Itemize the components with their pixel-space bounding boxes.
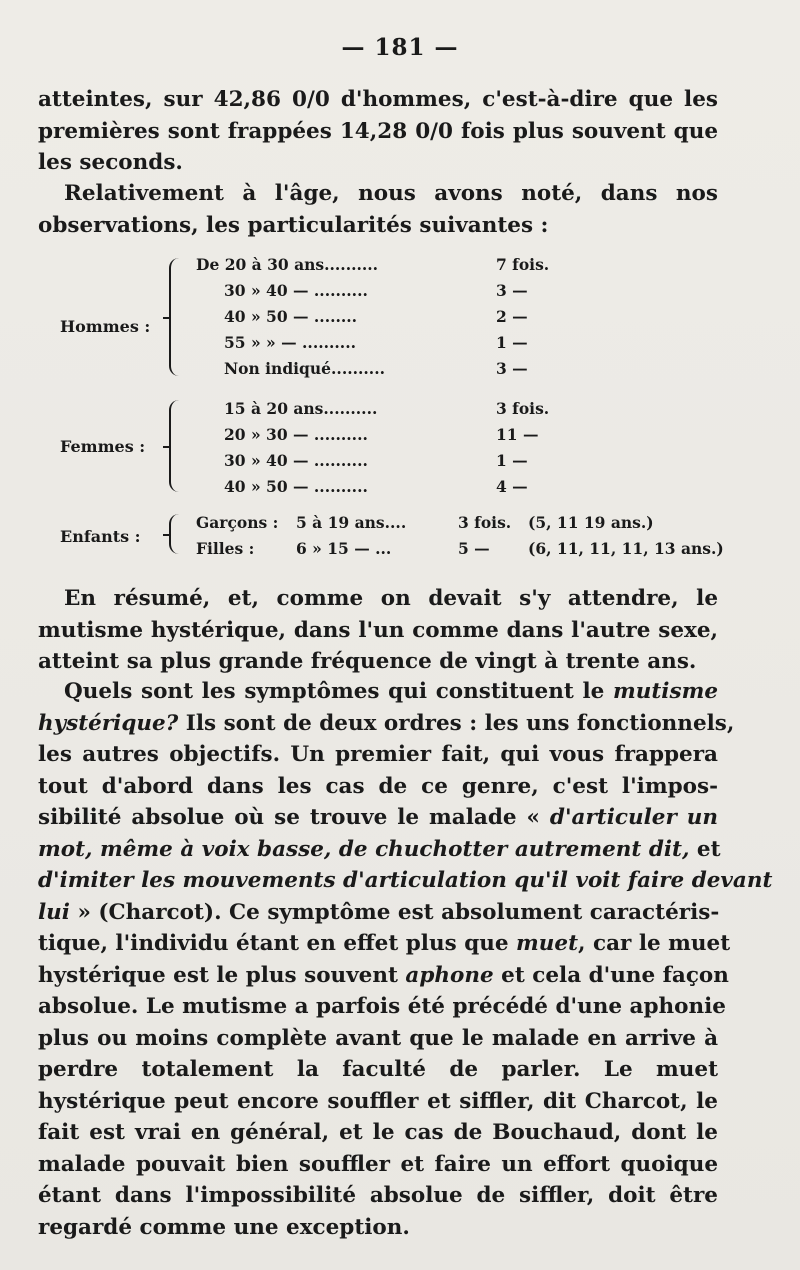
group-label: Femmes : [60, 437, 146, 456]
text-run: muet [516, 931, 579, 956]
count: 3 fois. [458, 513, 512, 532]
count: 3 — [496, 359, 528, 378]
count: 4 — [496, 477, 528, 496]
stat-row [196, 510, 654, 536]
text-run: , car le muet [578, 931, 731, 956]
text-line: d'imiter les mouvements d'articulation qu'il voit faire devant [38, 868, 773, 893]
text-run: hystérique? [38, 710, 179, 736]
text-line [38, 897, 718, 929]
count: 3 fois. [496, 399, 550, 418]
text-line: premières sont frappées 14,28 0/0 fois plus souvent que [38, 118, 718, 144]
text-line: atteintes, sur 42,86 0/0 d'hommes, c'est-à-dire que les [38, 87, 718, 112]
stat-row [196, 330, 591, 356]
paragraph-4 [38, 676, 773, 1243]
text-line: hystérique peut encore souffler et siffler, dit Charcot, le [38, 1088, 718, 1114]
count: 7 fois. [496, 255, 550, 274]
brace-icon [169, 258, 185, 376]
text-run: sibilité absolue où se trouve le malade « [38, 805, 550, 830]
stat-row [196, 304, 591, 330]
page-number: — 181 — [341, 34, 459, 61]
age-range: 30 » 40 — .......... [224, 451, 368, 470]
age-range: Non indiqué.......... [224, 359, 385, 378]
text-run: mutisme [612, 679, 718, 704]
age-detail: (6, 11, 11, 11, 13 ans.) [528, 539, 724, 558]
text-line [38, 928, 731, 960]
text-line [38, 802, 718, 834]
age-range: 6 » 15 — ... [296, 539, 392, 558]
text-line: observations, les particularités suivantes : [38, 212, 549, 238]
stat-row [196, 422, 591, 448]
text-run: et [689, 836, 721, 862]
text-line: fait est vrai en général, et le cas de Bouchaud, dont le [38, 1120, 718, 1145]
text-run: » (Charcot). Ce symptôme est absolument caractéris- [69, 899, 720, 925]
stat-row [196, 536, 724, 562]
text-line: En résumé, et, comme on devait s'y attendre, le [64, 586, 718, 611]
text-line [38, 960, 729, 992]
group-label: Enfants : [60, 527, 141, 546]
text-line: mutisme hystérique, dans l'un comme dans l'autre sexe, [38, 617, 718, 643]
text-run: tique, l'individu étant en effet plus que [38, 931, 517, 956]
age-range: 5 à 19 ans.... [296, 513, 407, 532]
text-line [38, 676, 718, 708]
text-line: malade pouvait bien souffler et faire un effort quoique [38, 1151, 718, 1177]
text-line: les autres objectifs. Un premier fait, qui vous frappera [38, 742, 718, 767]
paragraph-3 [38, 583, 718, 678]
group-label: Hommes : [60, 317, 151, 336]
age-range: 40 » 50 — .......... [224, 477, 368, 496]
age-range: 40 » 50 — ........ [224, 307, 358, 326]
count: 1 — [496, 451, 528, 470]
stat-row [196, 448, 591, 474]
text-run: Quels sont les symptômes qui constituent le [64, 679, 613, 704]
stat-row [196, 252, 591, 278]
stat-row [196, 396, 591, 422]
brace-icon [169, 514, 185, 554]
text-run: Ils sont de deux ordres : les uns fonctionnels, [178, 710, 735, 736]
count: 3 — [496, 281, 528, 300]
count: 1 — [496, 333, 528, 352]
stat-row [196, 474, 591, 500]
count: 5 — [458, 539, 490, 558]
brace-icon [169, 400, 185, 492]
text-line: étant dans l'impossibilité absolue de siffler, doit être [38, 1183, 718, 1208]
age-range: 55 » » — .......... [224, 333, 356, 352]
text-line: Relativement à l'âge, nous avons noté, dans nos [64, 181, 718, 206]
age-range: De 20 à 30 ans.......... [196, 255, 379, 274]
text-run: et cela d'une façon [493, 962, 729, 988]
age-range: 30 » 40 — .......... [224, 281, 368, 300]
age-range: 20 » 30 — .......... [224, 425, 368, 444]
text-line [38, 834, 721, 866]
text-line: perdre totalement la faculté de parler. Le muet [38, 1057, 718, 1082]
paragraph-1 [38, 84, 718, 179]
text-run: d'articuler un [549, 805, 718, 830]
text-line: tout d'abord dans les cas de ce genre, c'est l'impos- [38, 773, 718, 799]
text-line: absolue. Le mutisme a parfois été précédé d'une aphonie [38, 994, 726, 1019]
text-run: aphone [405, 962, 494, 988]
count: 11 — [496, 425, 539, 444]
stat-row [196, 278, 591, 304]
text-line: les seconds. [38, 150, 183, 175]
count: 2 — [496, 307, 528, 326]
text-line: plus ou moins complète avant que le malade en arrive à [38, 1025, 718, 1051]
paragraph-2 [38, 178, 718, 241]
text-line: atteint sa plus grande fréquence de vingt à trente ans. [38, 649, 697, 674]
child-sex: Garçons : [196, 513, 279, 532]
age-range: 15 à 20 ans.......... [224, 399, 378, 418]
text-run: hystérique est le plus souvent [38, 962, 406, 988]
text-run: lui [38, 899, 70, 925]
text-line [38, 708, 735, 740]
age-detail: (5, 11 19 ans.) [528, 513, 654, 532]
text-line: regardé comme une exception. [38, 1214, 410, 1240]
text-run: mot, même à voix basse, de chuchotter autrement dit, [38, 836, 690, 862]
child-sex: Filles : [196, 539, 255, 558]
stat-row [196, 356, 591, 382]
